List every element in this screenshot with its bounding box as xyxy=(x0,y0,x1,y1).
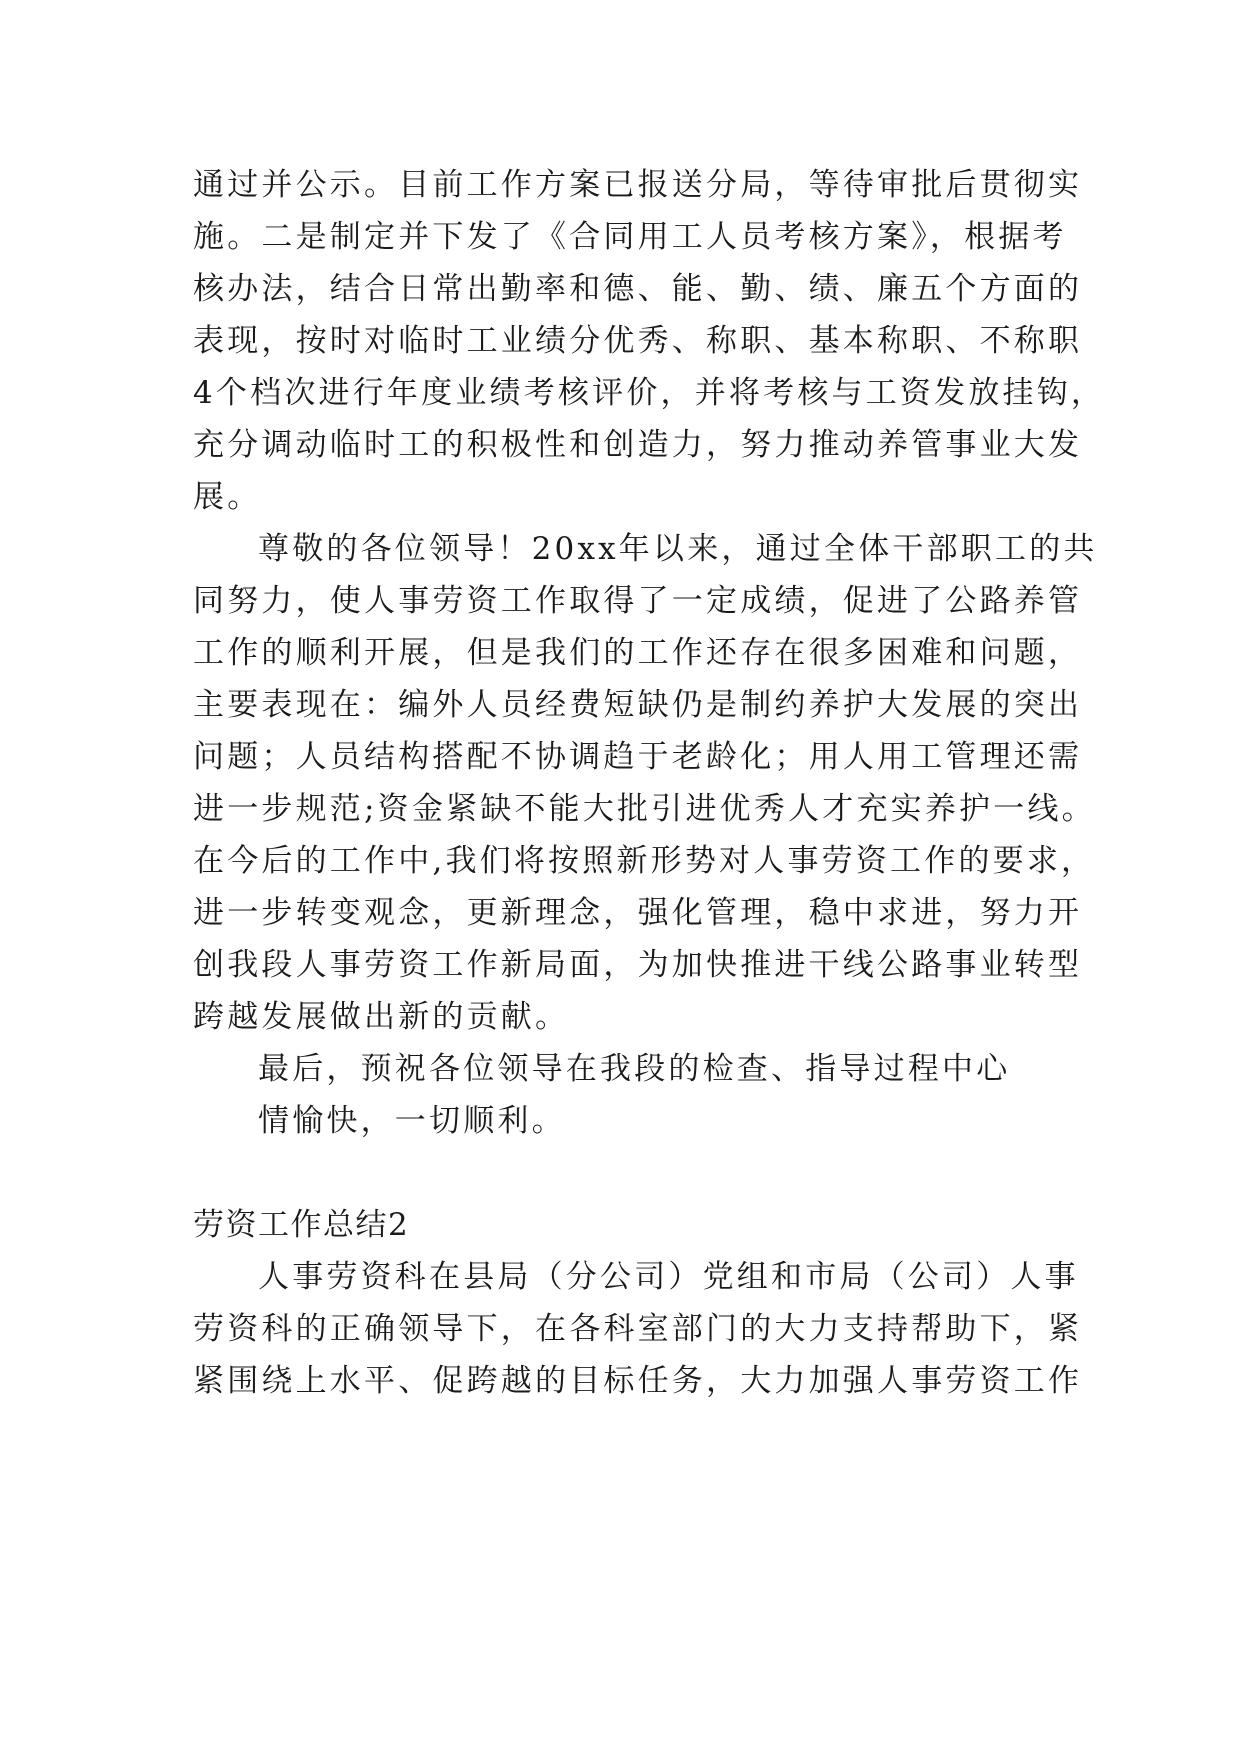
paragraph-2-line: 创我段人事劳资工作新局面，为加快推进干线公路事业转型 xyxy=(193,947,1083,983)
paragraph-2-line: 进一步规范;资金紧缺不能大批引进优秀人才充实养护一线。 xyxy=(193,791,1096,827)
closing-line: 情愉快，一切顺利。 xyxy=(258,1103,566,1139)
paragraph-2-line: 在今后的工作中,我们将按照新形势对人事劳资工作的要求， xyxy=(193,843,1096,879)
paragraph-1-line: 通过并公示。目前工作方案已报送分局，等待审批后贯彻实 xyxy=(193,167,1083,203)
paragraph-1-line: 4个档次进行年度业绩考核评价，并将考核与工资发放挂钩， xyxy=(193,375,1106,411)
paragraph-2-line: 工作的顺利开展，但是我们的工作还存在很多困难和问题， xyxy=(193,635,1083,671)
paragraph-2-line: 跨越发展做出新的贡献。 xyxy=(193,999,570,1035)
paragraph-3-line: 劳资科的正确领导下，在各科室部门的大力支持帮助下，紧 xyxy=(193,1311,1083,1347)
paragraph-3-line: 人事劳资科在县局（分公司）党组和市局（公司）人事 xyxy=(258,1259,1079,1295)
paragraph-1-line: 核办法，结合日常出勤率和德、能、勤、绩、廉五个方面的 xyxy=(193,271,1083,307)
paragraph-3-line: 紧围绕上水平、促跨越的目标任务，大力加强人事劳资工作 xyxy=(193,1363,1083,1399)
closing-line: 最后，预祝各位领导在我段的检查、指导过程中心 xyxy=(258,1051,1011,1087)
paragraph-2-line: 尊敬的各位领导！20xx年以来，通过全体干部职工的共 xyxy=(258,531,1098,567)
paragraph-1-line: 展。 xyxy=(193,479,262,515)
paragraph-2-line: 主要表现在：编外人员经费短缺仍是制约养护大发展的突出 xyxy=(193,687,1083,723)
paragraph-2-line: 进一步转变观念，更新理念，强化管理，稳中求进，努力开 xyxy=(193,895,1083,931)
paragraph-1-line: 施。二是制定并下发了《合同用工人员考核方案》，根据考 xyxy=(193,219,1067,255)
paragraph-1-line: 表现，按时对临时工业绩分优秀、称职、基本称职、不称职 xyxy=(193,323,1083,359)
paragraph-1-line: 充分调动临时工的积极性和创造力，努力推动养管事业大发 xyxy=(193,427,1083,463)
paragraph-2-line: 问题；人员结构搭配不协调趋于老龄化；用人用工管理还需 xyxy=(193,739,1083,775)
paragraph-2-line: 同努力，使人事劳资工作取得了一定成绩，促进了公路养管 xyxy=(193,583,1083,619)
section-title: 劳资工作总结2 xyxy=(193,1207,410,1243)
